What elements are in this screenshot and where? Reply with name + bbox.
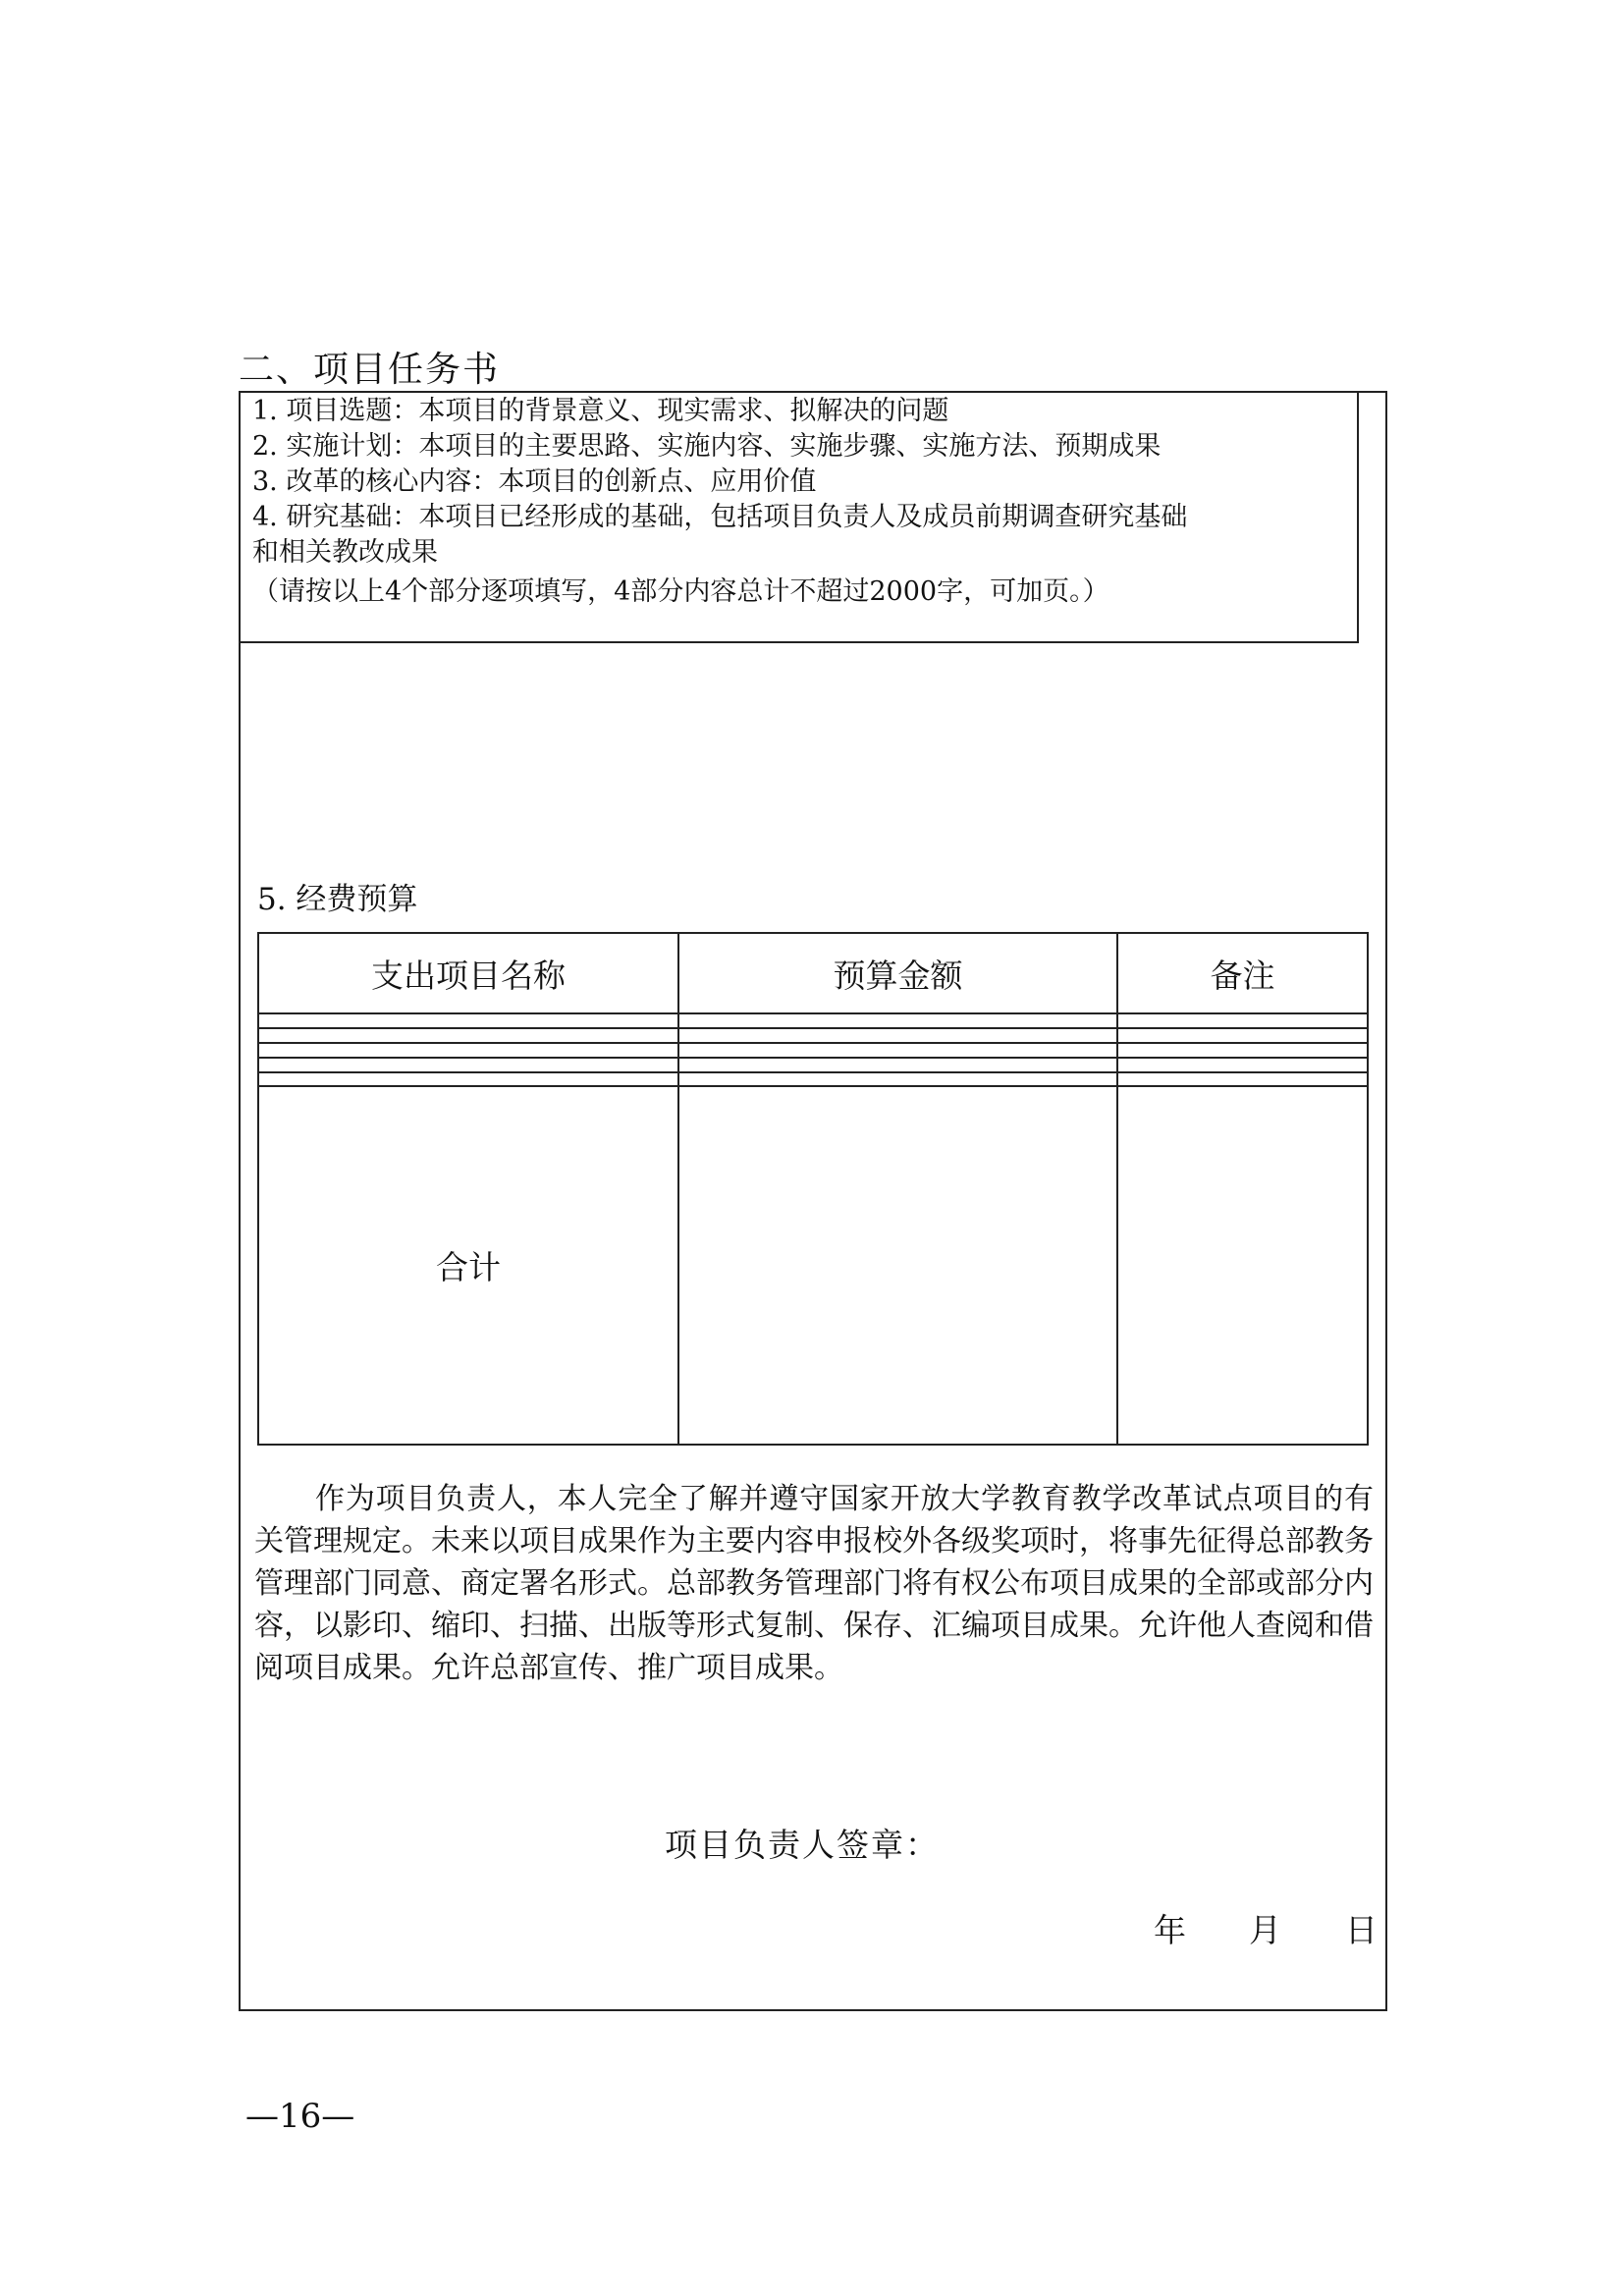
instruction-line: 3. 改革的核心内容：本项目的创新点、应用价值	[252, 466, 817, 497]
table-row	[258, 1058, 1368, 1072]
total-remarks-cell[interactable]	[1117, 1086, 1368, 1445]
amount-cell[interactable]	[678, 1028, 1117, 1043]
total-row	[258, 1086, 1368, 1445]
instruction-note: （请按以上4个部分逐项填写，4部分内容总计不超过2000字，可加页。）	[252, 576, 1109, 607]
declaration-text: 作为项目负责人，本人完全了解并遵守国家开放大学教育教学改革试点项目的有关管理规定。未来以项目成果作为主要内容申报校外各级奖项时，将事先征得总部教务管理部门同意、商定署名形式。总部教务管理部门将有权公布项目成果的全部或部分内容，以影印、缩印、扫描、出版等形式复制、保存、汇编项目成果。允许他人查阅和借阅项目成果。允许总部宣传、推广项目成果。	[254, 1482, 1374, 1685]
table-row	[258, 1028, 1368, 1043]
date-year: 年	[1154, 1911, 1186, 1949]
date-day: 日	[1345, 1911, 1378, 1949]
header-amount: 预算金额	[678, 933, 1117, 1013]
table-row	[258, 1013, 1368, 1028]
item-name-cell[interactable]	[258, 1013, 678, 1028]
amount-cell[interactable]	[678, 1013, 1117, 1028]
item-name-cell[interactable]	[258, 1028, 678, 1043]
page-number: —16—	[245, 2097, 355, 2136]
item-name-cell[interactable]	[258, 1072, 678, 1087]
remarks-cell[interactable]	[1117, 1072, 1368, 1087]
header-item-name: 支出项目名称	[258, 933, 678, 1013]
amount-cell[interactable]	[678, 1058, 1117, 1072]
remarks-cell[interactable]	[1117, 1013, 1368, 1028]
instruction-line: 2. 实施计划：本项目的主要思路、实施内容、实施步骤、实施方法、预期成果	[252, 431, 1162, 462]
item-name-cell[interactable]	[258, 1043, 678, 1058]
table-row	[258, 1043, 1368, 1058]
amount-cell[interactable]	[678, 1043, 1117, 1058]
budget-table	[257, 932, 1369, 1446]
budget-header-row	[258, 933, 1368, 1013]
amount-cell[interactable]	[678, 1072, 1117, 1087]
remarks-cell[interactable]	[1117, 1043, 1368, 1058]
instruction-line: 1. 项目选题：本项目的背景意义、现实需求、拟解决的问题	[252, 396, 949, 426]
total-amount-cell[interactable]	[678, 1086, 1117, 1445]
instruction-line: 和相关教改成果	[252, 537, 438, 568]
signature-label: 项目负责人签章：	[665, 1826, 940, 1864]
instructions-box	[239, 391, 1359, 643]
remarks-cell[interactable]	[1117, 1028, 1368, 1043]
item-name-cell[interactable]	[258, 1058, 678, 1072]
table-row	[258, 1072, 1368, 1087]
instruction-line: 4. 研究基础：本项目已经形成的基础，包括项目负责人及成员前期调查研究基础	[252, 502, 1188, 532]
header-remarks: 备注	[1117, 933, 1368, 1013]
budget-title: 5. 经费预算	[257, 882, 418, 917]
remarks-cell[interactable]	[1117, 1058, 1368, 1072]
section-title: 二、项目任务书	[239, 350, 501, 390]
date-month: 月	[1249, 1911, 1281, 1949]
total-label: 合计	[258, 1086, 678, 1445]
